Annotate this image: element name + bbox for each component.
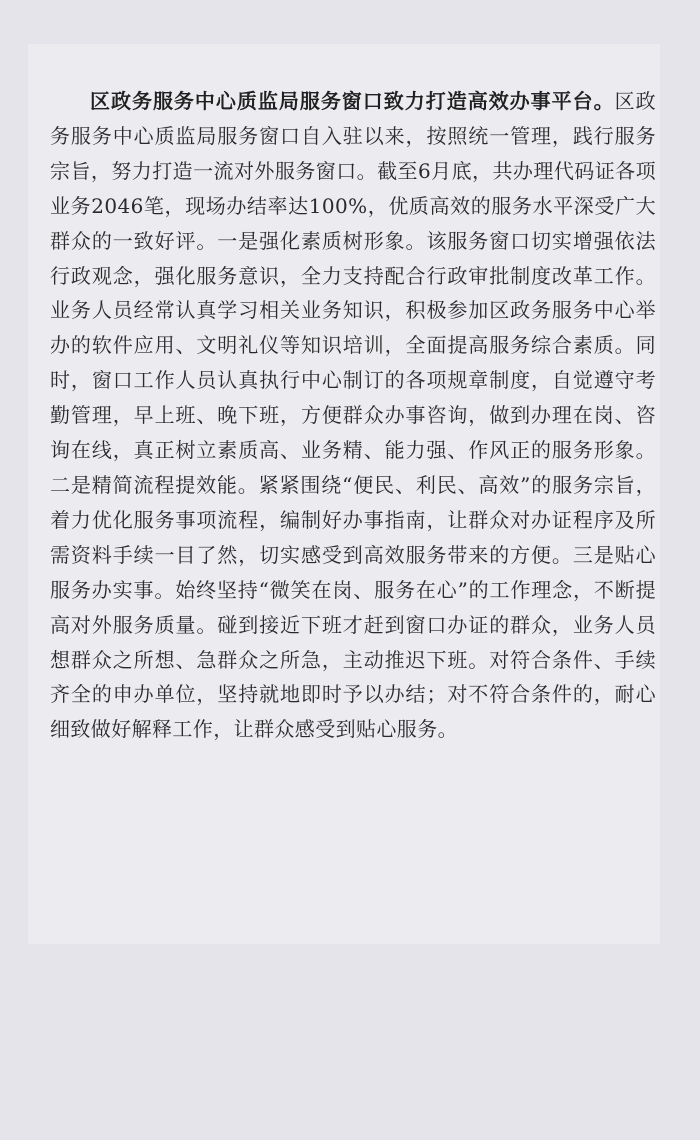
article-headline: 区政务服务中心质监局服务窗口致力打造高效办事平台。 (90, 89, 615, 113)
article-paragraph (50, 84, 656, 747)
article-body: 区政务服务中心质监局服务窗口自入驻以来，按照统一管理，践行服务宗旨，努力打造一流对外服务窗口。截至6月底，共办理代码证各项业务2046笔，现场办结率达100%，优质高效的服务水平深受广大群众的一致好评。一是强化素质树形象。该服务窗口切实增强依法行政观念，强化服务意识，全力支持配合行政审批制度改革工作。业务人员经常认真学习相关业务知识，积极参加区政务服务中心举办的软件应用、文明礼仪等知识培训，全面提高服务综合素质。同时，窗口工作人员认真执行中心制订的各项规章制度，自觉遵守考勤管理，早上班、晚下班，方便群众办事咨询，做到办理在岗、咨询在线，真正树立素质高、业务精、能力强、作风正的服务形象。二是精简流程提效能。紧紧围绕“便民、利民、高效”的服务宗旨，着力优化服务事项流程，编制好办事指南，让群众对办证程序及所需资料手续一目了然，切实感受到高效服务带来的方便。三是贴心服务办实事。始终坚持“微笑在岗、服务在心”的工作理念，不断提高对外服务质量。碰到接近下班才赶到窗口办证的群众，业务人员想群众之所想、急群众之所急，主动推迟下班。对符合条件、手续齐全的申办单位，坚持就地即时予以办结；对不符合条件的，耐心细致做好解释工作，让群众感受到贴心服务。 (50, 89, 656, 742)
